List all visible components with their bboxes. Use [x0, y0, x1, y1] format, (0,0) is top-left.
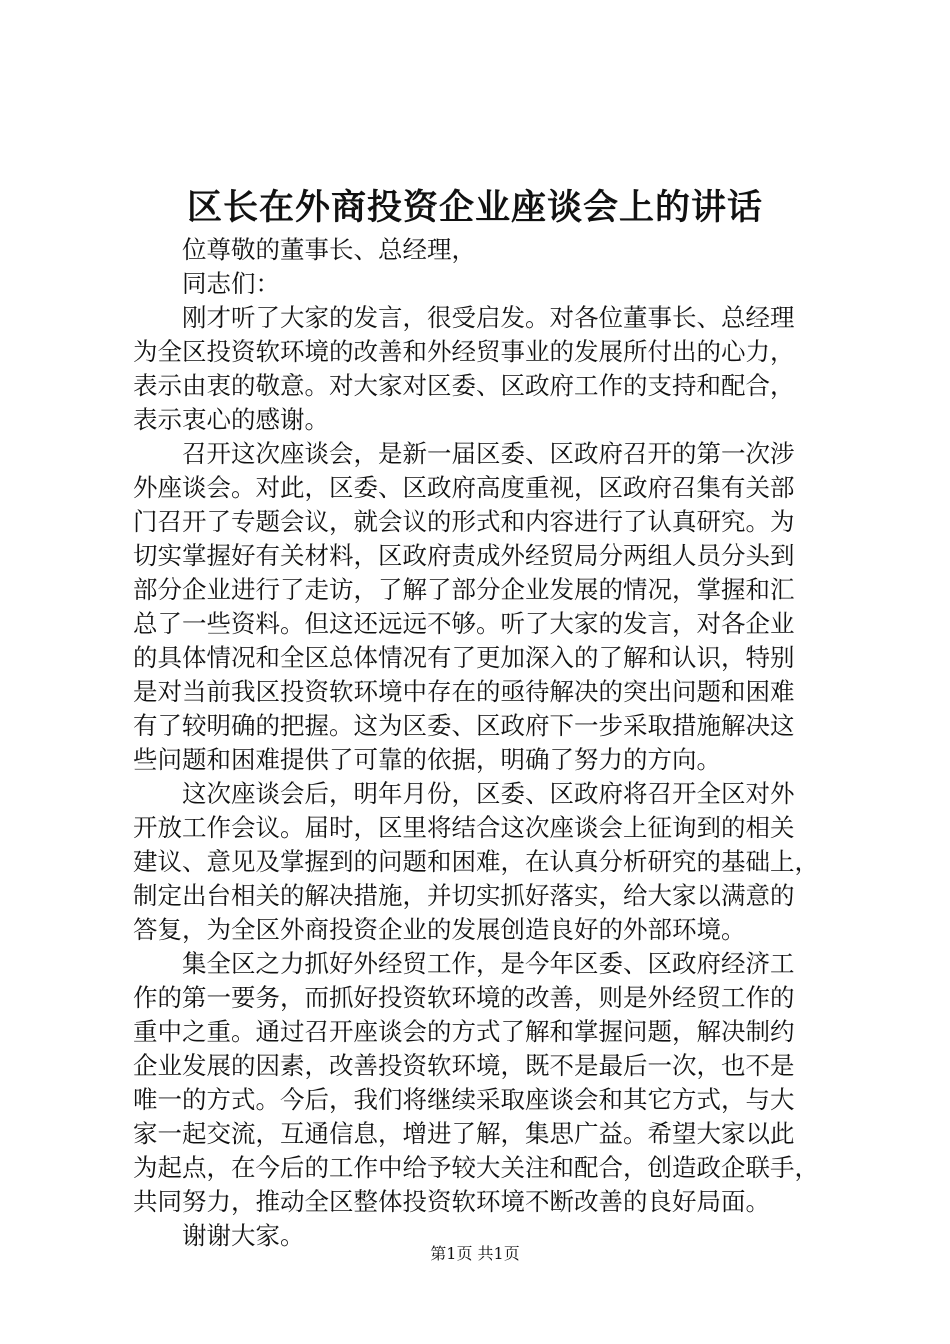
text-line: 答复，为全区外商投资企业的发展创造良好的外部环境。	[133, 915, 746, 944]
text-line: 制定出台相关的解决措施，并切实抓好落实，给大家以满意的	[133, 881, 795, 910]
text-line: 总了一些资料。但这还远远不够。听了大家的发言，对各企业	[133, 609, 795, 638]
text-line: 门召开了专题会议，就会议的形式和内容进行了认真研究。为	[133, 507, 795, 536]
text-line: 共同努力，推动全区整体投资软环境不断改善的良好局面。	[133, 1187, 770, 1216]
text-line: 同志们：	[182, 269, 280, 298]
text-line: 家一起交流，互通信息，增进了解，集思广益。希望大家以此	[133, 1119, 795, 1148]
text-line: 是对当前我区投资软环境中存在的亟待解决的突出问题和困难	[133, 677, 795, 706]
text-line: 表示由衷的敬意。对大家对区委、区政府工作的支持和配合，	[133, 371, 795, 400]
text-line: 位尊敬的董事长、总经理，	[182, 235, 476, 264]
text-line: 外座谈会。对此，区委、区政府高度重视，区政府召集有关部	[133, 473, 795, 502]
text-line: 作的第一要务，而抓好投资软环境的改善，则是外经贸工作的	[133, 983, 795, 1012]
text-line: 切实掌握好有关材料，区政府责成外经贸局分两组人员分头到	[133, 541, 795, 570]
text-line: 为全区投资软环境的改善和外经贸事业的发展所付出的心力，	[133, 337, 795, 366]
document-body	[133, 233, 833, 1253]
text-line: 的具体情况和全区总体情况有了更加深入的了解和认识，特别	[133, 643, 795, 672]
text-line: 表示衷心的感谢。	[133, 405, 329, 434]
text-line: 为起点，在今后的工作中给予较大关注和配合，创造政企联手，	[133, 1153, 819, 1182]
text-line: 企业发展的因素，改善投资软环境，既不是最后一次，也不是	[133, 1051, 795, 1080]
text-line: 有了较明确的把握。这为区委、区政府下一步采取措施解决这	[133, 711, 795, 740]
text-line: 些问题和困难提供了可靠的依据，明确了努力的方向。	[133, 745, 721, 774]
document-title: 区长在外商投资企业座谈会上的讲话	[186, 187, 763, 228]
text-line: 唯一的方式。今后，我们将继续采取座谈会和其它方式，与大	[133, 1085, 795, 1114]
text-line: 召开这次座谈会，是新一届区委、区政府召开的第一次涉	[182, 439, 795, 468]
text-line: 集全区之力抓好外经贸工作，是今年区委、区政府经济工	[182, 949, 795, 978]
text-line: 开放工作会议。届时，区里将结合这次座谈会上征询到的相关	[133, 813, 795, 842]
text-line: 建议、意见及掌握到的问题和困难，在认真分析研究的基础上，	[133, 847, 819, 876]
text-line: 谢谢大家。	[182, 1221, 305, 1250]
text-line: 重中之重。通过召开座谈会的方式了解和掌握问题，解决制约	[133, 1017, 795, 1046]
text-line: 这次座谈会后，明年月份，区委、区政府将召开全区对外	[182, 779, 795, 808]
text-line: 部分企业进行了走访，了解了部分企业发展的情况，掌握和汇	[133, 575, 795, 604]
text-line: 刚才听了大家的发言，很受启发。对各位董事长、总经理	[182, 303, 795, 332]
page-number-footer: 第1页 共1页	[430, 1244, 520, 1263]
